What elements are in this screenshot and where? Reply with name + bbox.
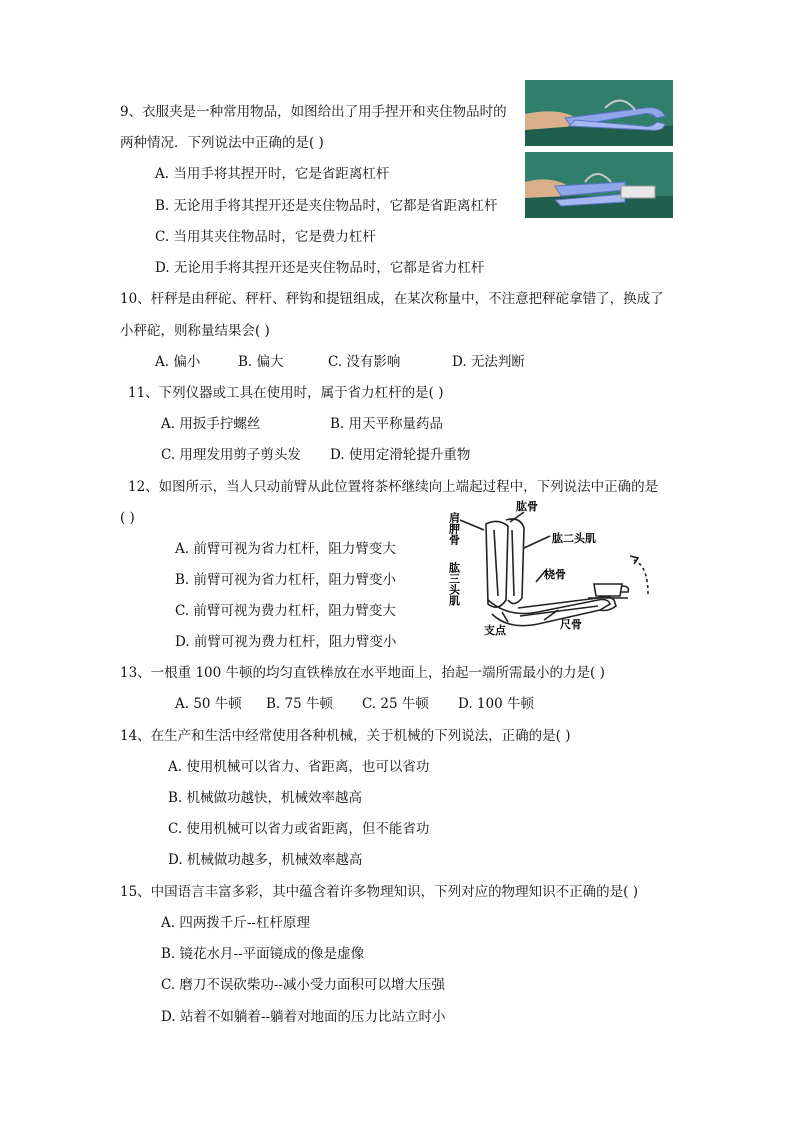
q12-option-d: D. 前臂可视为费力杠杆，阻力臂变小 — [175, 634, 397, 650]
label-ulna: 尺骨 — [560, 618, 582, 631]
clothespin-clamp-photo — [525, 152, 673, 218]
q10-option-c: C. 没有影响 — [328, 354, 401, 370]
q10-option-b: B. 偏大 — [238, 354, 284, 370]
q10-option-a: A. 偏小 — [155, 354, 201, 370]
q15-option-d: D. 站着不如躺着--躺着对地面的压力比站立时小 — [161, 1009, 446, 1025]
arm-lever-figure — [448, 500, 658, 640]
q9-option-d: D. 无论用手将其捏开还是夹住物品时，它都是省力杠杆 — [155, 260, 485, 276]
q15-stem: 15、中国语言丰富多彩，其中蕴含着许多物理知识，下列对应的物理知识不正确的是( ) — [120, 884, 639, 900]
q9-stem-line1: 9、衣服夹是一种常用物品，如图给出了用手捏开和夹住物品时的 — [120, 104, 507, 120]
q15-option-b: B. 镜花水月--平面镜成的像是虚像 — [161, 946, 365, 962]
q11-option-b: B. 用天平称量药品 — [330, 416, 444, 432]
q11-option-d: D. 使用定滑轮提升重物 — [330, 447, 471, 463]
q13-option-d: D. 100 牛顿 — [458, 696, 534, 712]
q9-option-a: A. 当用手将其捏开时，它是省距离杠杆 — [155, 166, 390, 182]
q14-option-c: C. 使用机械可以省力或省距离，但不能省功 — [168, 821, 430, 837]
q14-option-a: A. 使用机械可以省力、省距离，也可以省功 — [168, 759, 430, 775]
q13-option-b: B. 75 牛顿 — [266, 696, 333, 712]
label-radius: 桡骨 — [544, 568, 566, 581]
label-biceps: 肱二头肌 — [552, 532, 596, 545]
clothespin-open-photo — [525, 80, 673, 146]
q14-option-b: B. 机械做功越快，机械效率越高 — [168, 790, 363, 806]
q9-stem-line2: 两种情况．下列说法中正确的是( ) — [120, 135, 324, 151]
q15-option-c: C. 磨刀不误砍柴功--减小受力面积可以增大压强 — [161, 977, 446, 993]
q12-stem-line1: 12、如图所示，当人只动前臂从此位置将茶杯继续向上端起过程中，下列说法中正确的是 — [128, 479, 659, 495]
q12-option-c: C. 前臂可视为费力杠杆，阻力臂变大 — [175, 603, 396, 619]
label-humerus: 肱骨 — [516, 500, 538, 513]
q14-option-d: D. 机械做功越多，机械效率越高 — [168, 852, 363, 868]
q11-option-a: A. 用扳手拧螺丝 — [161, 416, 261, 432]
q12-stem-line2: ( ) — [120, 510, 135, 526]
q10-stem-line1: 10、杆秤是由秤砣、秤杆、秤钩和提钮组成，在某次称量中，不注意把秤砣拿错了，换成了 — [120, 291, 664, 307]
q15-option-a: A. 四两拨千斤--杠杆原理 — [161, 915, 310, 931]
q12-option-a: A. 前臂可视为省力杠杆，阻力臂变大 — [175, 541, 396, 557]
q11-option-c: C. 用理发用剪子剪头发 — [161, 447, 301, 463]
q14-stem: 14、在生产和生活中经常使用各种机械，关于机械的下列说法，正确的是( ) — [120, 728, 571, 744]
q10-option-d: D. 无法判断 — [452, 354, 525, 370]
q12-option-b: B. 前臂可视为省力杠杆，阻力臂变小 — [175, 572, 397, 588]
label-triceps: 肱三头肌 — [448, 562, 461, 606]
label-fulcrum: 支点 — [484, 624, 506, 637]
q13-option-a: A. 50 牛顿 — [175, 696, 242, 712]
q9-option-c: C. 当用其夹住物品时，它是费力杠杆 — [155, 229, 376, 245]
q13-stem: 13、一根重 100 牛顿的均匀直铁棒放在水平地面上，抬起一端所需最小的力是( ) — [120, 665, 605, 681]
q10-stem-line2: 小秤砣，则称量结果会( ) — [120, 323, 270, 339]
q13-option-c: C. 25 牛顿 — [362, 696, 429, 712]
q9-option-b: B. 无论用手将其捏开还是夹住物品时，它都是省距离杠杆 — [155, 198, 498, 214]
label-shoulder: 肩胛骨 — [448, 512, 461, 545]
q11-stem: 11、下列仪器或工具在使用时，属于省力杠杆的是( ) — [128, 385, 444, 401]
